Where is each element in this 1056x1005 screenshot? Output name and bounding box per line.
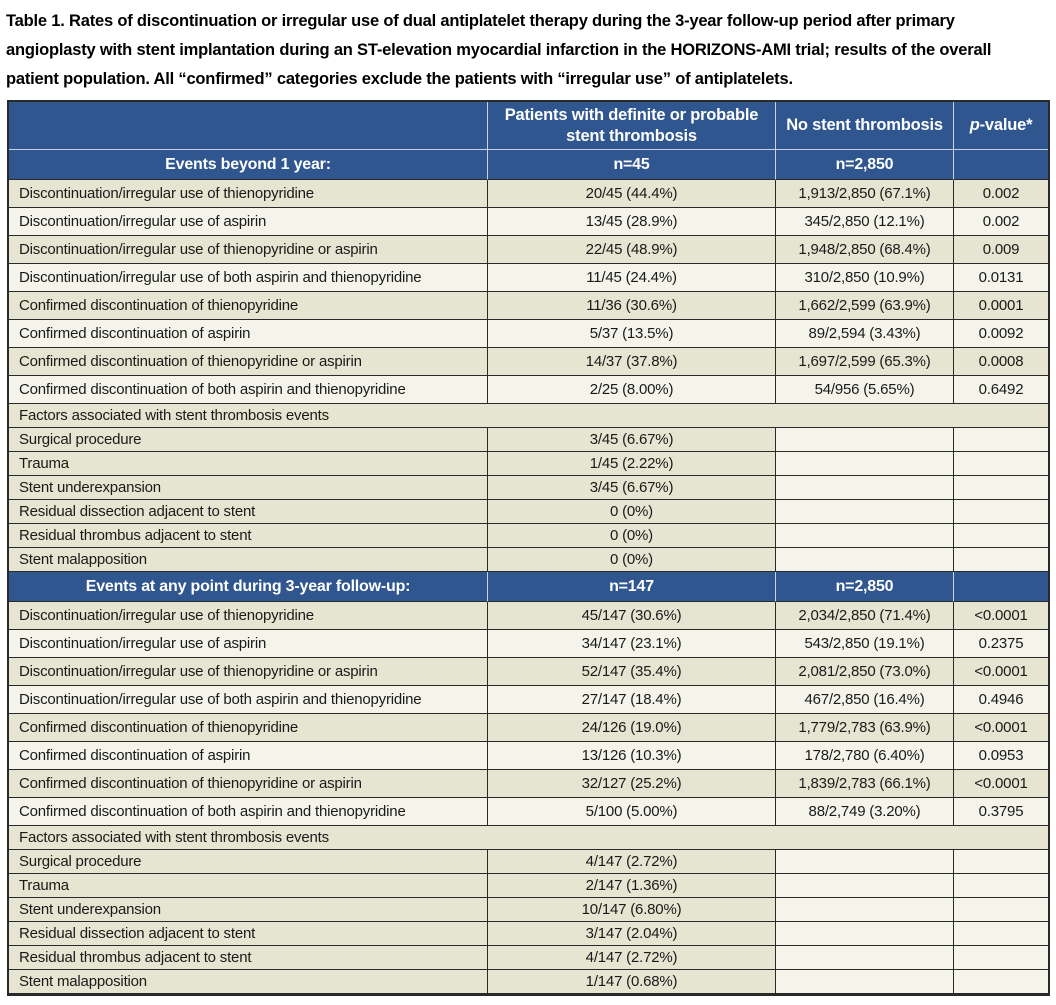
stent-thrombosis-value-cell: 34/147 (23.1%)	[488, 630, 776, 658]
row-label-cell: Discontinuation/irregular use of thienopyridine	[9, 602, 488, 630]
stent-thrombosis-value-cell: 22/45 (48.9%)	[488, 236, 776, 264]
factor-row	[9, 946, 1048, 970]
factor-value-cell: 4/147 (2.72%)	[488, 946, 776, 970]
table-row	[9, 770, 1048, 798]
no-stent-thrombosis-value-cell: 543/2,850 (19.1%)	[776, 630, 954, 658]
factor-empty-cell	[776, 476, 954, 500]
no-stent-thrombosis-value-cell: 88/2,749 (3.20%)	[776, 798, 954, 826]
no-stent-thrombosis-value-cell: 1,948/2,850 (68.4%)	[776, 236, 954, 264]
row-label-cell: Confirmed discontinuation of aspirin	[9, 742, 488, 770]
section-title-cell: Events at any point during 3-year follow-up:	[9, 572, 488, 602]
row-label-cell: Discontinuation/irregular use of thienopyridine	[9, 180, 488, 208]
factor-empty-p-cell	[954, 476, 1048, 500]
factor-empty-cell	[776, 946, 954, 970]
row-label-cell: Confirmed discontinuation of both aspirin and thienopyridine	[9, 376, 488, 404]
p-value-cell: 0.4946	[954, 686, 1048, 714]
section-n-no-stent-thrombosis-cell: n=2,850	[776, 150, 954, 180]
column-header-row	[9, 102, 1048, 150]
factor-value-cell: 1/45 (2.22%)	[488, 452, 776, 476]
p-value-cell: 0.3795	[954, 798, 1048, 826]
stent-thrombosis-value-cell: 13/45 (28.9%)	[488, 208, 776, 236]
factor-empty-cell	[776, 850, 954, 874]
p-value-cell: <0.0001	[954, 714, 1048, 742]
factor-label-cell: Residual thrombus adjacent to stent	[9, 946, 488, 970]
section-empty-p-cell	[954, 572, 1048, 602]
factors-heading-cell: Factors associated with stent thrombosis events	[9, 826, 1048, 850]
table-row	[9, 742, 1048, 770]
factor-row	[9, 428, 1048, 452]
stent-thrombosis-value-cell: 5/37 (13.5%)	[488, 320, 776, 348]
no-stent-thrombosis-value-cell: 1,839/2,783 (66.1%)	[776, 770, 954, 798]
p-value-label-rest: -value*	[979, 116, 1033, 135]
section-n-stent-thrombosis-cell: n=147	[488, 572, 776, 602]
row-label-cell: Confirmed discontinuation of thienopyridine or aspirin	[9, 770, 488, 798]
factor-row	[9, 970, 1048, 994]
factor-row	[9, 548, 1048, 572]
no-stent-thrombosis-value-cell: 310/2,850 (10.9%)	[776, 264, 954, 292]
factor-row	[9, 524, 1048, 548]
factor-empty-cell	[776, 452, 954, 476]
factor-empty-p-cell	[954, 874, 1048, 898]
p-value-cell: 0.0008	[954, 348, 1048, 376]
factor-label-cell: Residual thrombus adjacent to stent	[9, 524, 488, 548]
table-body	[9, 150, 1048, 994]
row-label-cell: Discontinuation/irregular use of both aspirin and thienopyridine	[9, 686, 488, 714]
factor-value-cell: 0 (0%)	[488, 524, 776, 548]
factor-value-cell: 2/147 (1.36%)	[488, 874, 776, 898]
table-row	[9, 320, 1048, 348]
factor-value-cell: 4/147 (2.72%)	[488, 850, 776, 874]
factor-row	[9, 500, 1048, 524]
no-stent-thrombosis-value-cell: 178/2,780 (6.40%)	[776, 742, 954, 770]
col-header-stent-thrombosis: Patients with definite or probable stent thrombosis	[488, 102, 776, 150]
section-n-stent-thrombosis-cell: n=45	[488, 150, 776, 180]
stent-thrombosis-value-cell: 20/45 (44.4%)	[488, 180, 776, 208]
p-value-cell: 0.0001	[954, 292, 1048, 320]
data-table	[7, 100, 1050, 996]
table-row	[9, 798, 1048, 826]
stent-thrombosis-value-cell: 32/127 (25.2%)	[488, 770, 776, 798]
p-value-cell: 0.6492	[954, 376, 1048, 404]
factor-label-cell: Residual dissection adjacent to stent	[9, 922, 488, 946]
col-header-no-stent-thrombosis: No stent thrombosis	[776, 102, 954, 150]
factor-label-cell: Stent underexpansion	[9, 476, 488, 500]
table-caption: Table 1. Rates of discontinuation or irregular use of dual antiplatelet therapy during the 3-year follow-up period after primary angioplasty with stent implantation during an ST-elevation myocardial infarction in the HORIZONS-AMI trial; results of the overall patient population. All “confirmed” categories exclude the patients with “irregular use” of antiplatelets.	[6, 12, 992, 88]
table-row	[9, 208, 1048, 236]
section-header-row	[9, 150, 1048, 180]
p-value-cell: 0.0953	[954, 742, 1048, 770]
factor-row	[9, 898, 1048, 922]
col-header-p-value	[954, 102, 1048, 150]
factors-heading-cell: Factors associated with stent thrombosis events	[9, 404, 1048, 428]
stent-thrombosis-value-cell: 14/37 (37.8%)	[488, 348, 776, 376]
row-label-cell: Confirmed discontinuation of thienopyridine or aspirin	[9, 348, 488, 376]
factor-empty-cell	[776, 548, 954, 572]
table-row	[9, 292, 1048, 320]
factor-value-cell: 3/45 (6.67%)	[488, 428, 776, 452]
p-value-cell: 0.0092	[954, 320, 1048, 348]
p-value-cell: <0.0001	[954, 602, 1048, 630]
factor-empty-p-cell	[954, 548, 1048, 572]
empty-header-cell	[9, 102, 488, 150]
factor-empty-p-cell	[954, 898, 1048, 922]
row-label-cell: Confirmed discontinuation of thienopyridine	[9, 714, 488, 742]
p-value-cell: <0.0001	[954, 770, 1048, 798]
factor-empty-p-cell	[954, 850, 1048, 874]
no-stent-thrombosis-value-cell: 2,081/2,850 (73.0%)	[776, 658, 954, 686]
p-value-cell: 0.002	[954, 208, 1048, 236]
stent-thrombosis-value-cell: 27/147 (18.4%)	[488, 686, 776, 714]
table-row	[9, 264, 1048, 292]
factor-row	[9, 922, 1048, 946]
row-label-cell: Discontinuation/irregular use of thienopyridine or aspirin	[9, 658, 488, 686]
factor-label-cell: Surgical procedure	[9, 850, 488, 874]
factor-empty-p-cell	[954, 428, 1048, 452]
p-value-cell: <0.0001	[954, 658, 1048, 686]
stent-thrombosis-value-cell: 2/25 (8.00%)	[488, 376, 776, 404]
row-label-cell: Discontinuation/irregular use of aspirin	[9, 208, 488, 236]
stent-thrombosis-value-cell: 5/100 (5.00%)	[488, 798, 776, 826]
factors-heading-row	[9, 826, 1048, 850]
stent-thrombosis-value-cell: 11/36 (30.6%)	[488, 292, 776, 320]
row-label-cell: Discontinuation/irregular use of aspirin	[9, 630, 488, 658]
factor-empty-cell	[776, 500, 954, 524]
factor-label-cell: Stent malapposition	[9, 548, 488, 572]
section-empty-p-cell	[954, 150, 1048, 180]
table-row	[9, 630, 1048, 658]
no-stent-thrombosis-value-cell: 54/956 (5.65%)	[776, 376, 954, 404]
table-row	[9, 714, 1048, 742]
p-value-cell: 0.009	[954, 236, 1048, 264]
factor-empty-cell	[776, 428, 954, 452]
no-stent-thrombosis-value-cell: 467/2,850 (16.4%)	[776, 686, 954, 714]
factor-empty-cell	[776, 524, 954, 548]
factor-empty-p-cell	[954, 524, 1048, 548]
row-label-cell: Confirmed discontinuation of aspirin	[9, 320, 488, 348]
table-row	[9, 686, 1048, 714]
factor-label-cell: Trauma	[9, 874, 488, 898]
row-label-cell: Discontinuation/irregular use of both aspirin and thienopyridine	[9, 264, 488, 292]
factor-row	[9, 476, 1048, 500]
factor-label-cell: Surgical procedure	[9, 428, 488, 452]
table-row	[9, 348, 1048, 376]
factor-label-cell: Stent malapposition	[9, 970, 488, 994]
factor-empty-cell	[776, 898, 954, 922]
row-label-cell: Discontinuation/irregular use of thienopyridine or aspirin	[9, 236, 488, 264]
stent-thrombosis-value-cell: 11/45 (24.4%)	[488, 264, 776, 292]
factors-heading-row	[9, 404, 1048, 428]
no-stent-thrombosis-value-cell: 1,913/2,850 (67.1%)	[776, 180, 954, 208]
p-value-cell: 0.0131	[954, 264, 1048, 292]
factor-empty-cell	[776, 922, 954, 946]
factor-empty-p-cell	[954, 946, 1048, 970]
factor-empty-p-cell	[954, 500, 1048, 524]
no-stent-thrombosis-value-cell: 2,034/2,850 (71.4%)	[776, 602, 954, 630]
factor-empty-p-cell	[954, 452, 1048, 476]
no-stent-thrombosis-value-cell: 1,779/2,783 (63.9%)	[776, 714, 954, 742]
factor-value-cell: 1/147 (0.68%)	[488, 970, 776, 994]
p-value-cell: 0.2375	[954, 630, 1048, 658]
factor-label-cell: Stent underexpansion	[9, 898, 488, 922]
stent-thrombosis-value-cell: 45/147 (30.6%)	[488, 602, 776, 630]
factor-empty-cell	[776, 970, 954, 994]
factor-empty-p-cell	[954, 922, 1048, 946]
stent-thrombosis-value-cell: 24/126 (19.0%)	[488, 714, 776, 742]
factor-label-cell: Trauma	[9, 452, 488, 476]
row-label-cell: Confirmed discontinuation of both aspirin and thienopyridine	[9, 798, 488, 826]
no-stent-thrombosis-value-cell: 89/2,594 (3.43%)	[776, 320, 954, 348]
no-stent-thrombosis-value-cell: 345/2,850 (12.1%)	[776, 208, 954, 236]
row-label-cell: Confirmed discontinuation of thienopyridine	[9, 292, 488, 320]
stent-thrombosis-value-cell: 13/126 (10.3%)	[488, 742, 776, 770]
section-title-cell: Events beyond 1 year:	[9, 150, 488, 180]
table-row	[9, 658, 1048, 686]
factor-value-cell: 3/147 (2.04%)	[488, 922, 776, 946]
factor-label-cell: Residual dissection adjacent to stent	[9, 500, 488, 524]
p-value-italic-p: p	[969, 116, 980, 135]
table-row	[9, 376, 1048, 404]
section-header-row	[9, 572, 1048, 602]
factor-empty-cell	[776, 874, 954, 898]
factor-row	[9, 452, 1048, 476]
no-stent-thrombosis-value-cell: 1,662/2,599 (63.9%)	[776, 292, 954, 320]
factor-value-cell: 10/147 (6.80%)	[488, 898, 776, 922]
table-row	[9, 180, 1048, 208]
no-stent-thrombosis-value-cell: 1,697/2,599 (65.3%)	[776, 348, 954, 376]
factor-empty-p-cell	[954, 970, 1048, 994]
section-n-no-stent-thrombosis-cell: n=2,850	[776, 572, 954, 602]
factor-value-cell: 0 (0%)	[488, 548, 776, 572]
p-value-cell: 0.002	[954, 180, 1048, 208]
table-head	[9, 102, 1048, 150]
factor-value-cell: 0 (0%)	[488, 500, 776, 524]
stent-thrombosis-value-cell: 52/147 (35.4%)	[488, 658, 776, 686]
factor-row	[9, 874, 1048, 898]
table-row	[9, 602, 1048, 630]
factor-value-cell: 3/45 (6.67%)	[488, 476, 776, 500]
table-row	[9, 236, 1048, 264]
factor-row	[9, 850, 1048, 874]
